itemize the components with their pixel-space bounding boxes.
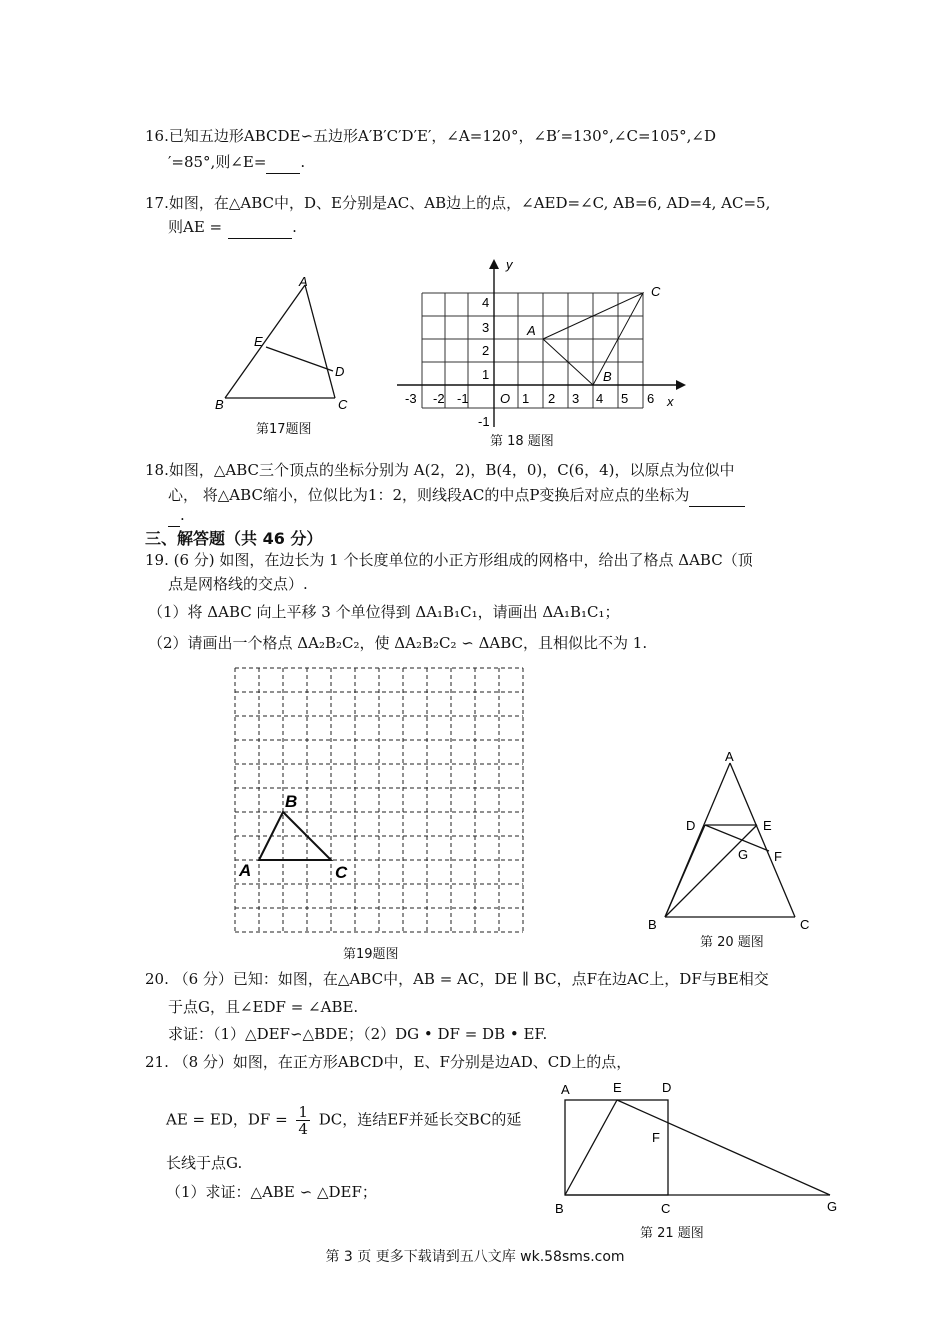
figure-19 <box>225 660 525 940</box>
q21-part1: （1）求证：△ABE ∽ △DEF； <box>166 1183 377 1201</box>
fig17-label-b: B <box>215 397 224 412</box>
fig17-label-c: C <box>338 397 348 412</box>
fig20-label-e: E <box>763 818 772 833</box>
fig18-y-tick-3: 1 <box>482 367 490 382</box>
q20-line1: 20. （6 分）已知：如图，在△ABC中，AB = AC，DE ∥ BC，点F在边AC上，DF与BE相交 <box>145 970 769 988</box>
fig18-x-tick-5: 2 <box>548 391 556 406</box>
q18-blank <box>689 484 745 507</box>
fig18-x-tick-4: 1 <box>522 391 530 406</box>
page-footer: 第 3 页 更多下载请到五八文库 wk.58sms.com <box>325 1249 625 1265</box>
q17-line2 <box>168 216 297 239</box>
fig21-label-c: C <box>661 1201 671 1216</box>
q16-end: . <box>300 153 306 171</box>
q18-line3 <box>168 504 185 527</box>
q16-line2-text: ′=85°,则∠E= <box>168 153 267 171</box>
fig18-caption: 第 18 题图 <box>490 434 554 449</box>
fig20-caption: 第 20 题图 <box>700 935 764 950</box>
fig20-label-d: D <box>686 818 696 833</box>
fig18-y-tick-4: -1 <box>478 414 490 429</box>
fig17-caption: 第17题图 <box>256 422 312 437</box>
q21-frac-num: 1 <box>298 1103 308 1121</box>
fig19-label-c: C <box>335 863 348 882</box>
fig20-label-g: G <box>738 847 749 862</box>
q18-blank-cont <box>168 504 180 527</box>
fig19-label-b: B <box>285 792 298 811</box>
fig17-label-a: A <box>299 274 308 289</box>
q21-fraction <box>296 1104 310 1137</box>
fig19-label-a: A <box>239 861 252 880</box>
fig20-label-a: A <box>725 749 734 764</box>
fig18-label-a: A <box>527 323 536 338</box>
q19-line2: 点是网格线的交点）. <box>168 575 308 593</box>
q17-end: . <box>292 218 297 236</box>
q18-line2-text: 心， 将△ABC缩小，位似比为1：2，则线段AC的中点P变换后对应点的坐标为 <box>168 486 690 504</box>
fig17-label-d: D <box>335 364 345 379</box>
fig18-label-b: B <box>603 369 612 384</box>
fig21-label-a: A <box>561 1082 570 1097</box>
q18-line2 <box>168 484 745 507</box>
q21-line2a: AE = ED，DF = <box>166 1110 288 1129</box>
fig18-y-tick-0: 4 <box>482 295 490 310</box>
q19-line1: 19. (6 分) 如图，在边长为 1 个长度单位的小正方形组成的网格中，给出了格点 ΔABC（顶 <box>145 551 753 569</box>
q16-line2 <box>168 151 305 174</box>
q17-blank <box>228 216 292 239</box>
fig21-label-f: F <box>652 1130 660 1145</box>
q18-line1: 18.如图，△ABC三个顶点的坐标分别为 A(2，2)，B(4，0)，C(6，4)，以原点为位似中 <box>145 461 735 479</box>
q21-line2b: DC，连结EF并延长交BC的延 <box>318 1110 522 1129</box>
q19-part1: （1）将 ΔABC 向上平移 3 个单位得到 ΔA₁B₁C₁，请画出 ΔA₁B₁C₁； <box>148 603 620 621</box>
fig18-x-tick-0: -3 <box>405 391 417 406</box>
figure-21 <box>545 1075 845 1225</box>
fig18-x-tick-6: 3 <box>572 391 580 406</box>
q20-line2: 于点G，且∠EDF = ∠ABE. <box>168 998 359 1016</box>
q16-line1: 16.已知五边形ABCDE∽五边形A′B′C′D′E′，∠A=120°，∠B′=130°,∠C=105°,∠D <box>145 127 717 145</box>
q21-frac-den: 4 <box>298 1120 308 1138</box>
figure-18 <box>395 255 695 435</box>
fig18-y-tick-1: 3 <box>482 320 490 335</box>
fig20-label-b: B <box>648 917 657 932</box>
q21-line1: 21. （8 分）如图，在正方形ABCD中，E、F分别是边AD、CD上的点， <box>145 1053 632 1071</box>
fig18-label-c: C <box>651 284 661 299</box>
fig18-x-ticks <box>405 391 654 406</box>
q20-line3: 求证：（1）△DEF∽△BDE；（2）DG • DF = DB • EF. <box>168 1025 548 1043</box>
q21-line3: 长线于点G. <box>166 1154 243 1172</box>
fig20-label-f: F <box>774 849 782 864</box>
fig21-caption: 第 21 题图 <box>640 1226 704 1241</box>
fig21-label-g: G <box>827 1199 838 1214</box>
fig18-x-tick-3: O <box>500 391 511 406</box>
fig18-x-tick-1: -2 <box>433 391 445 406</box>
section-3-title: 三、解答题（共 46 分） <box>145 529 323 548</box>
fig17-label-e: E <box>254 334 263 349</box>
fig18-y-tick-2: 2 <box>482 343 490 358</box>
fig20-label-c: C <box>800 917 810 932</box>
fig18-axis-y: y <box>506 257 513 272</box>
fig21-label-b: B <box>555 1201 564 1216</box>
q16-blank <box>266 151 300 174</box>
fig21-label-d: D <box>662 1080 672 1095</box>
q17-line1: 17.如图，在△ABC中，D、E分别是AC、AB边上的点，∠AED=∠C, AB=6, AD=4, AC=5, <box>145 194 771 212</box>
fig18-axis-x: x <box>667 394 674 409</box>
q17-line2-text: 则AE = <box>168 218 223 236</box>
q21-line2 <box>166 1104 521 1137</box>
fig18-x-tick-9: 6 <box>647 391 655 406</box>
q18-end: . <box>180 506 185 524</box>
figure-17 <box>205 268 365 428</box>
fig18-x-tick-7: 4 <box>596 391 604 406</box>
fig18-x-tick-8: 5 <box>621 391 629 406</box>
fig19-caption: 第19题图 <box>343 947 399 962</box>
q19-part2: （2）请画出一个格点 ΔA₂B₂C₂，使 ΔA₂B₂C₂ ∽ ΔABC，且相似比不为 1. <box>148 634 648 652</box>
fig18-x-tick-2: -1 <box>457 391 469 406</box>
fig21-label-e: E <box>613 1080 622 1095</box>
figure-20 <box>645 745 825 945</box>
